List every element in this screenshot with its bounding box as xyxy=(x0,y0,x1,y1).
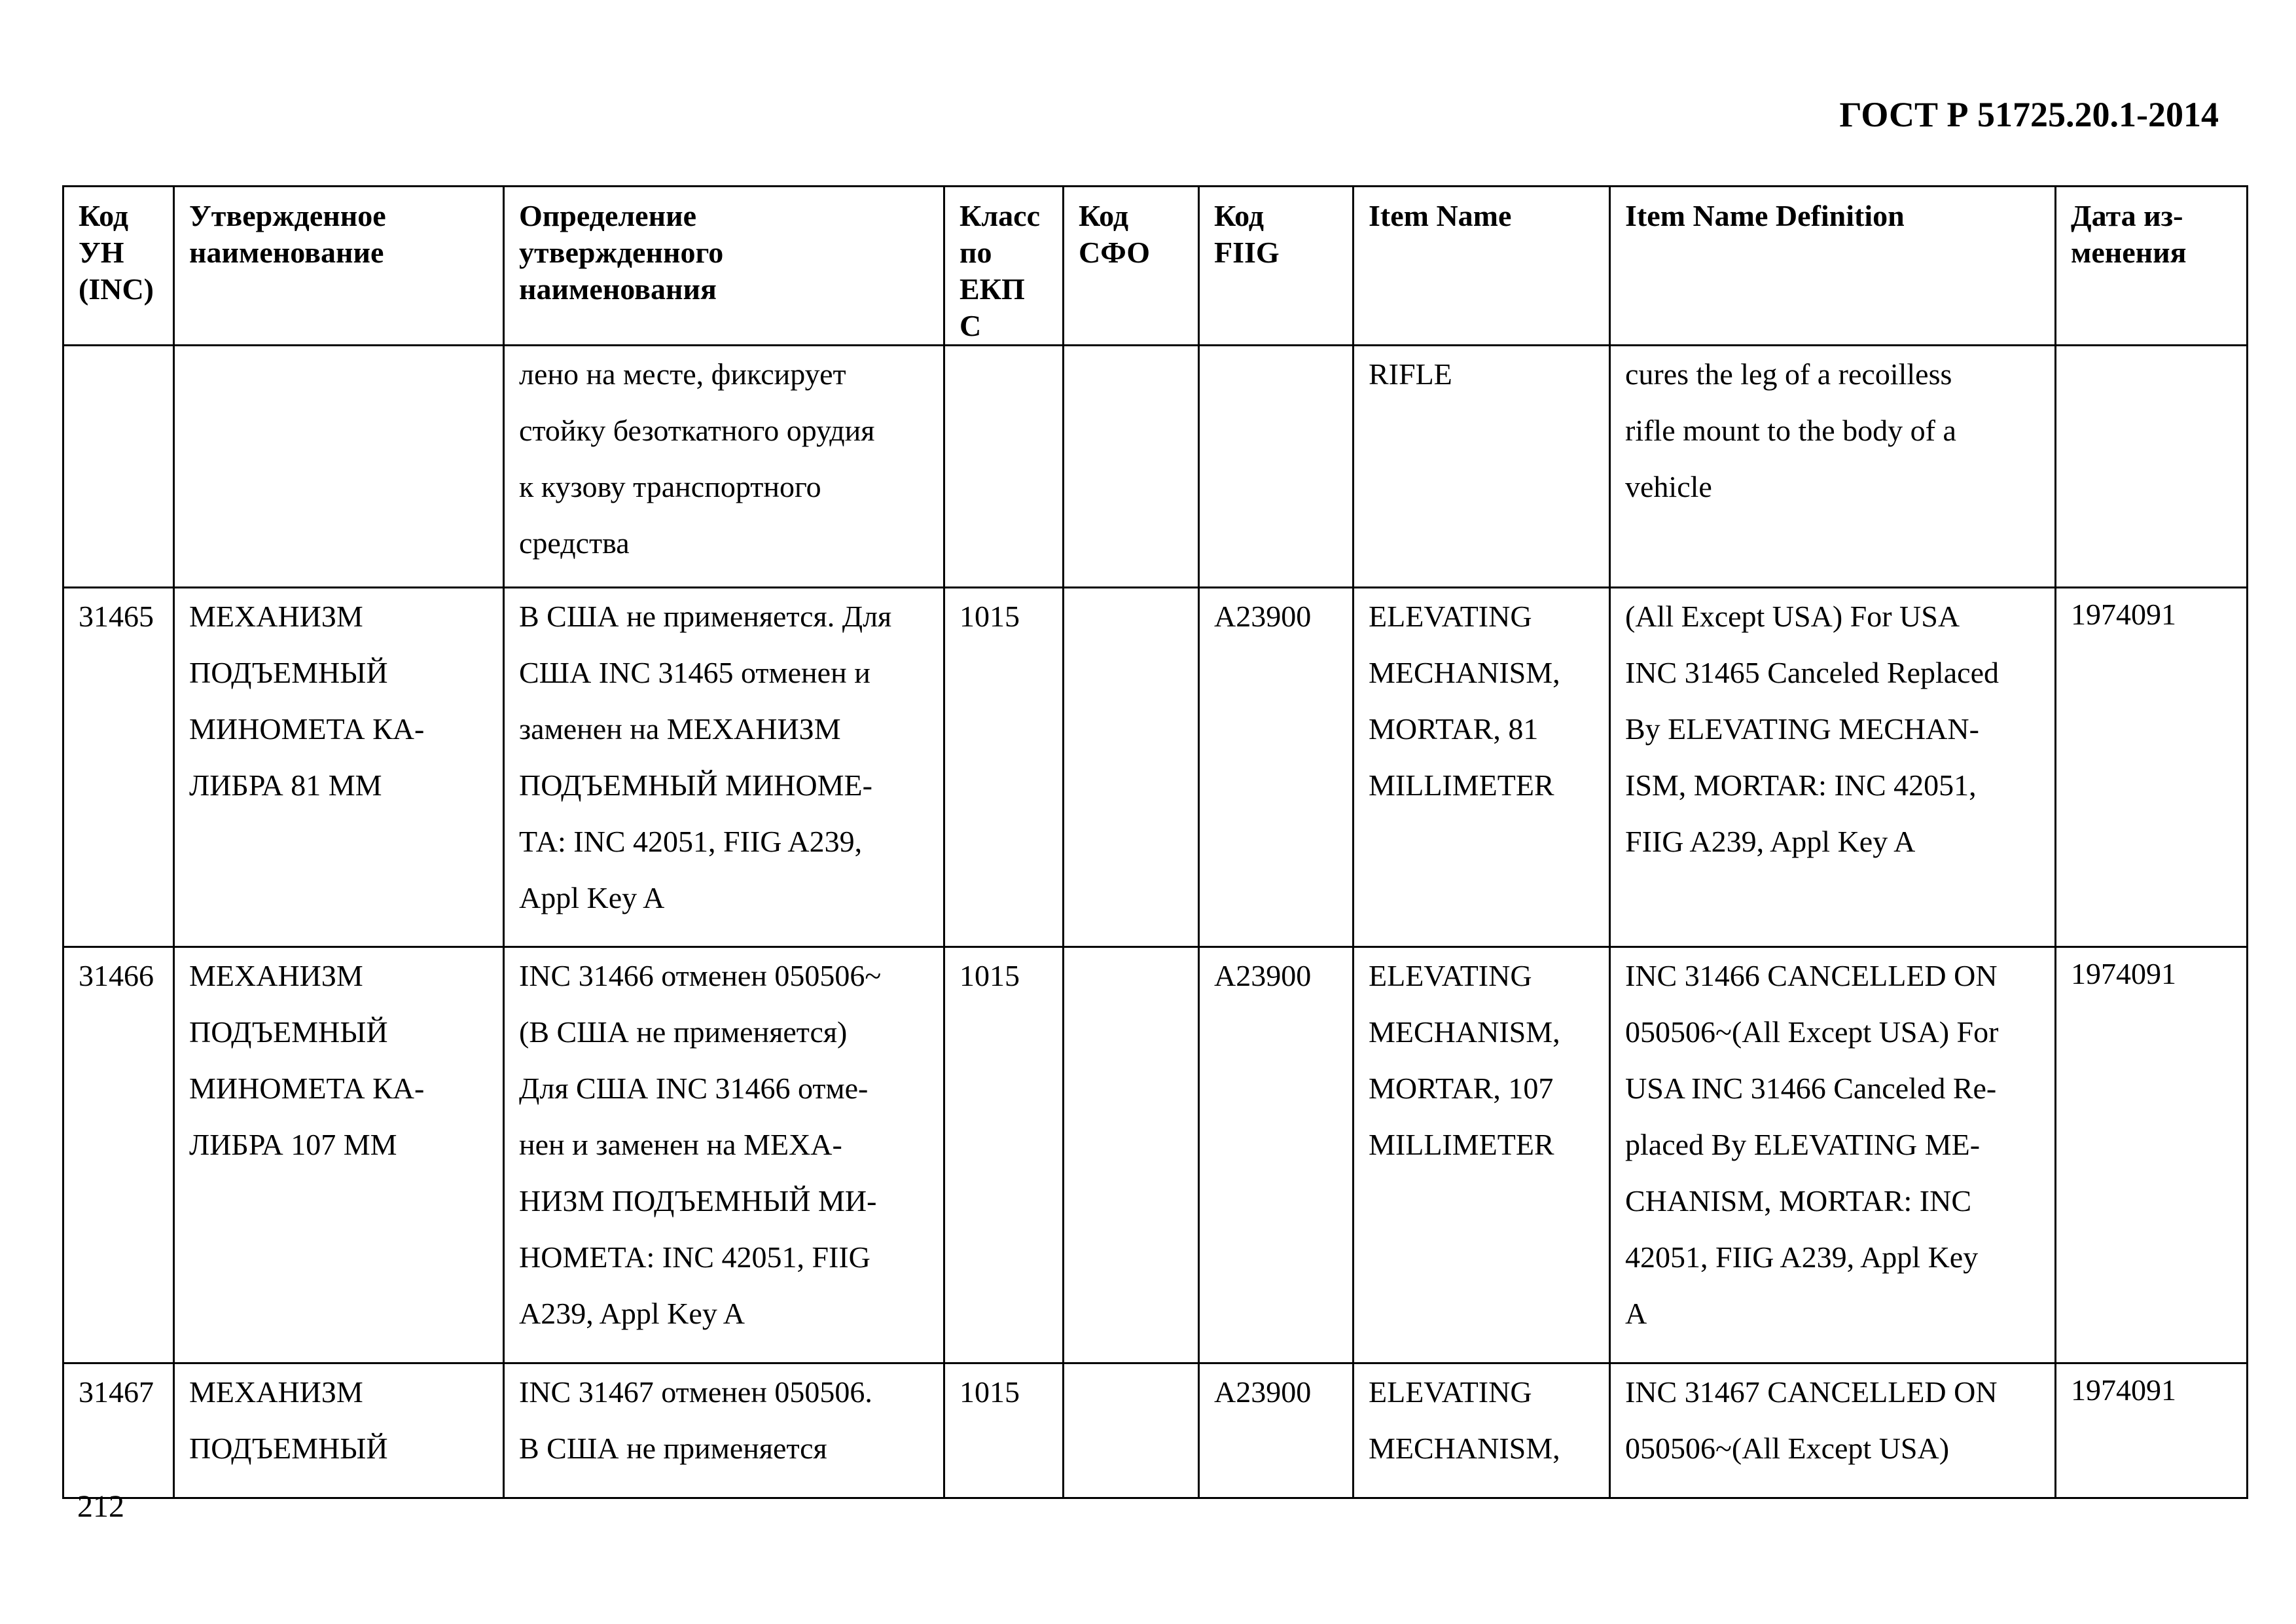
cell-item-name-definition: cures the leg of a recoilless rifle mount to the body of a vehicle xyxy=(1610,346,2056,588)
cell-ekps-class: 1015 xyxy=(944,947,1064,1363)
cell-sfo-code xyxy=(1064,588,1199,947)
column-header-ekps-class: Класс по ЕКП С xyxy=(944,187,1064,346)
document-standard-header: ГОСТ Р 51725.20.1-2014 xyxy=(1839,95,2219,134)
column-header-approved-name: Утвержденное наименование xyxy=(174,187,504,346)
cell-approved-name: МЕХАНИЗМ ПОДЪЕМНЫЙ xyxy=(174,1363,504,1498)
cell-inc: 31466 xyxy=(63,947,174,1363)
column-header-fiig-code: Код FIIG xyxy=(1199,187,1354,346)
cell-inc: 31465 xyxy=(63,588,174,947)
column-header-item-name: Item Name xyxy=(1354,187,1610,346)
cell-item-name-definition: INC 31467 CANCELLED ON 050506~(All Except USA) xyxy=(1610,1363,2056,1498)
nomenclature-table xyxy=(62,185,2248,1499)
cell-item-name-definition: INC 31466 CANCELLED ON 050506~(All Except USA) For USA INC 31466 Canceled Re- placed By ELEVATING ME- CHANISM, MORTAR: INC 42051, FIIG A239, Appl Key A xyxy=(1610,947,2056,1363)
table-row xyxy=(63,947,2248,1363)
cell-fiig-code xyxy=(1199,346,1354,588)
cell-fiig-code: A23900 xyxy=(1199,1363,1354,1498)
cell-approved-name: МЕХАНИЗМ ПОДЪЕМНЫЙ МИНОМЕТА КА- ЛИБРА 107 ММ xyxy=(174,947,504,1363)
table-header-row xyxy=(63,187,2248,346)
cell-approved-name-definition: INC 31467 отменен 050506. В США не применяется xyxy=(504,1363,944,1498)
column-header-item-name-definition: Item Name Definition xyxy=(1610,187,2056,346)
cell-ekps-class xyxy=(944,346,1064,588)
cell-inc xyxy=(63,346,174,588)
cell-approved-name-definition: INC 31466 отменен 050506~ (В США не применяется) Для США INC 31466 отме- нен и заменен на МЕХА- НИЗМ ПОДЪЕМНЫЙ МИ- НОМЕТА: INC 42051, FIIG A239, Appl Key A xyxy=(504,947,944,1363)
column-header-inc: Код УН (INC) xyxy=(63,187,174,346)
cell-item-name: ELEVATING MECHANISM, xyxy=(1354,1363,1610,1498)
cell-approved-name: МЕХАНИЗМ ПОДЪЕМНЫЙ МИНОМЕТА КА- ЛИБРА 81 ММ xyxy=(174,588,504,947)
cell-ekps-class: 1015 xyxy=(944,588,1064,947)
cell-sfo-code xyxy=(1064,1363,1199,1498)
cell-ekps-class: 1015 xyxy=(944,1363,1064,1498)
column-header-sfo-code: Код СФО xyxy=(1064,187,1199,346)
cell-approved-name-definition: В США не применяется. Для США INC 31465 отменен и заменен на МЕХАНИЗМ ПОДЪЕМНЫЙ МИНОМЕ- ТА: INC 42051, FIIG A239, Appl Key A xyxy=(504,588,944,947)
table-row xyxy=(63,1363,2248,1498)
cell-change-date: 1974091 xyxy=(2056,588,2248,947)
cell-approved-name-definition: лено на месте, фиксирует стойку безоткатного орудия к кузову транспортного средства xyxy=(504,346,944,588)
cell-item-name: RIFLE xyxy=(1354,346,1610,588)
cell-item-name: ELEVATING MECHANISM, MORTAR, 81 MILLIMETER xyxy=(1354,588,1610,947)
cell-sfo-code xyxy=(1064,947,1199,1363)
cell-change-date: 1974091 xyxy=(2056,1363,2248,1498)
cell-item-name: ELEVATING MECHANISM, MORTAR, 107 MILLIMETER xyxy=(1354,947,1610,1363)
column-header-change-date: Дата из- менения xyxy=(2056,187,2248,346)
column-header-approved-name-definition: Определение утвержденного наименования xyxy=(504,187,944,346)
cell-approved-name xyxy=(174,346,504,588)
cell-item-name-definition: (All Except USA) For USA INC 31465 Canceled Replaced By ELEVATING MECHAN- ISM, MORTAR: INC 42051, FIIG A239, Appl Key A xyxy=(1610,588,2056,947)
cell-change-date: 1974091 xyxy=(2056,947,2248,1363)
table-row xyxy=(63,346,2248,588)
cell-fiig-code: A23900 xyxy=(1199,588,1354,947)
table-row xyxy=(63,588,2248,947)
cell-fiig-code: A23900 xyxy=(1199,947,1354,1363)
page-number: 212 xyxy=(77,1489,124,1524)
cell-change-date xyxy=(2056,346,2248,588)
cell-sfo-code xyxy=(1064,346,1199,588)
cell-inc: 31467 xyxy=(63,1363,174,1498)
